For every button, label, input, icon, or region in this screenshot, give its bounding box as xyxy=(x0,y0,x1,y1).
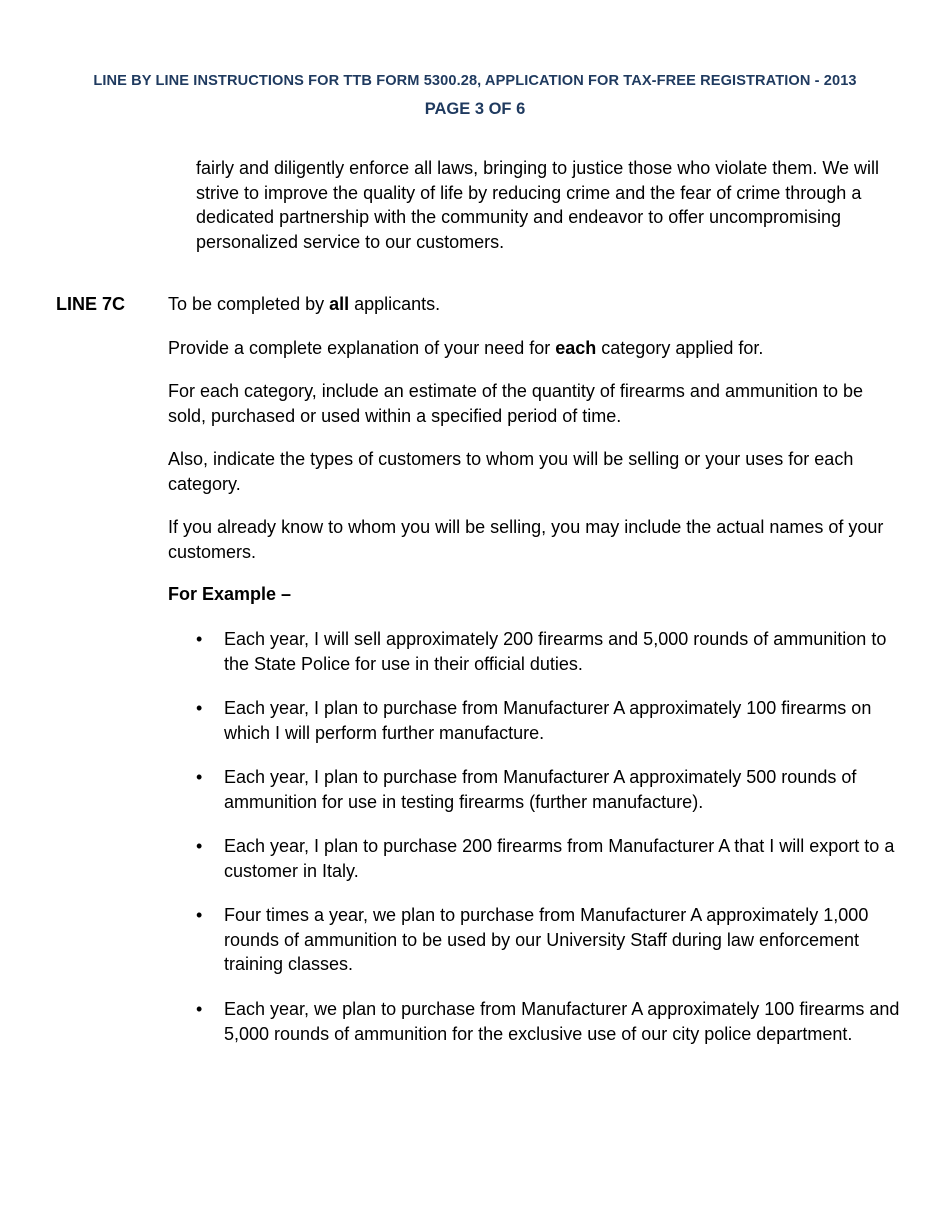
p2-text-pre: Provide a complete explanation of your need for xyxy=(168,338,556,358)
p2-text-bold: each xyxy=(555,338,597,358)
line-7c-paragraph-4: Also, indicate the types of customers to whom you will be selling or your uses for each category. xyxy=(168,449,854,494)
example-item-3: Each year, I plan to purchase from Manufacturer A approximately 500 rounds of ammunition for use in testing firearms (further manufacture). xyxy=(224,767,857,812)
example-item-6: Each year, we plan to purchase from Manufacturer A approximately 100 firearms and 5,000 rounds of ammunition for the exclusive use of our city police department. xyxy=(224,999,900,1044)
bullet-marker: • xyxy=(196,905,203,925)
bullet-marker: • xyxy=(196,999,203,1019)
line-7c-paragraph-2 xyxy=(168,336,898,361)
page-number: PAGE 3 OF 6 xyxy=(424,100,526,118)
bullet-marker: • xyxy=(196,767,203,787)
example-item-4: Each year, I plan to purchase 200 firearms from Manufacturer A that I will export to a customer in Italy. xyxy=(224,836,895,881)
document-header-title: LINE BY LINE INSTRUCTIONS FOR TTB FORM 5300.28, APPLICATION FOR TAX-FREE REGISTRATION - 2013 xyxy=(93,73,857,89)
bullet-marker: • xyxy=(196,698,203,718)
line-7c-label: LINE 7C xyxy=(56,294,126,314)
p2-text-post: category applied for. xyxy=(596,338,764,358)
intro-paragraph: fairly and diligently enforce all laws, bringing to justice those who violate them. We will strive to improve the quality of life by reducing crime and the fear of crime through a dedicated partnership with the community and endeavor to offer uncompromising personalized service to our customers. xyxy=(196,158,879,252)
line-7c-paragraph-1 xyxy=(168,292,898,317)
line-7c-paragraph-3: For each category, include an estimate of the quantity of firearms and ammunition to be sold, purchased or used within a specified period of time. xyxy=(168,381,864,426)
example-item-1: Each year, I will sell approximately 200 firearms and 5,000 rounds of ammunition to the State Police for use in their official duties. xyxy=(224,629,887,674)
bullet-marker: • xyxy=(196,836,203,856)
example-heading: For Example – xyxy=(168,584,292,604)
p1-text-pre: To be completed by xyxy=(168,294,330,314)
p1-text-post: applicants. xyxy=(349,294,441,314)
example-item-5: Four times a year, we plan to purchase from Manufacturer A approximately 1,000 rounds of ammunition to be used by our University Staff during law enforcement training classes. xyxy=(224,905,869,975)
bullet-marker: • xyxy=(196,629,203,649)
example-item-2: Each year, I plan to purchase from Manufacturer A approximately 100 firearms on which I will perform further manufacture. xyxy=(224,698,872,743)
p1-text-bold: all xyxy=(329,294,350,314)
line-7c-paragraph-5: If you already know to whom you will be selling, you may include the actual names of your customers. xyxy=(168,517,884,562)
